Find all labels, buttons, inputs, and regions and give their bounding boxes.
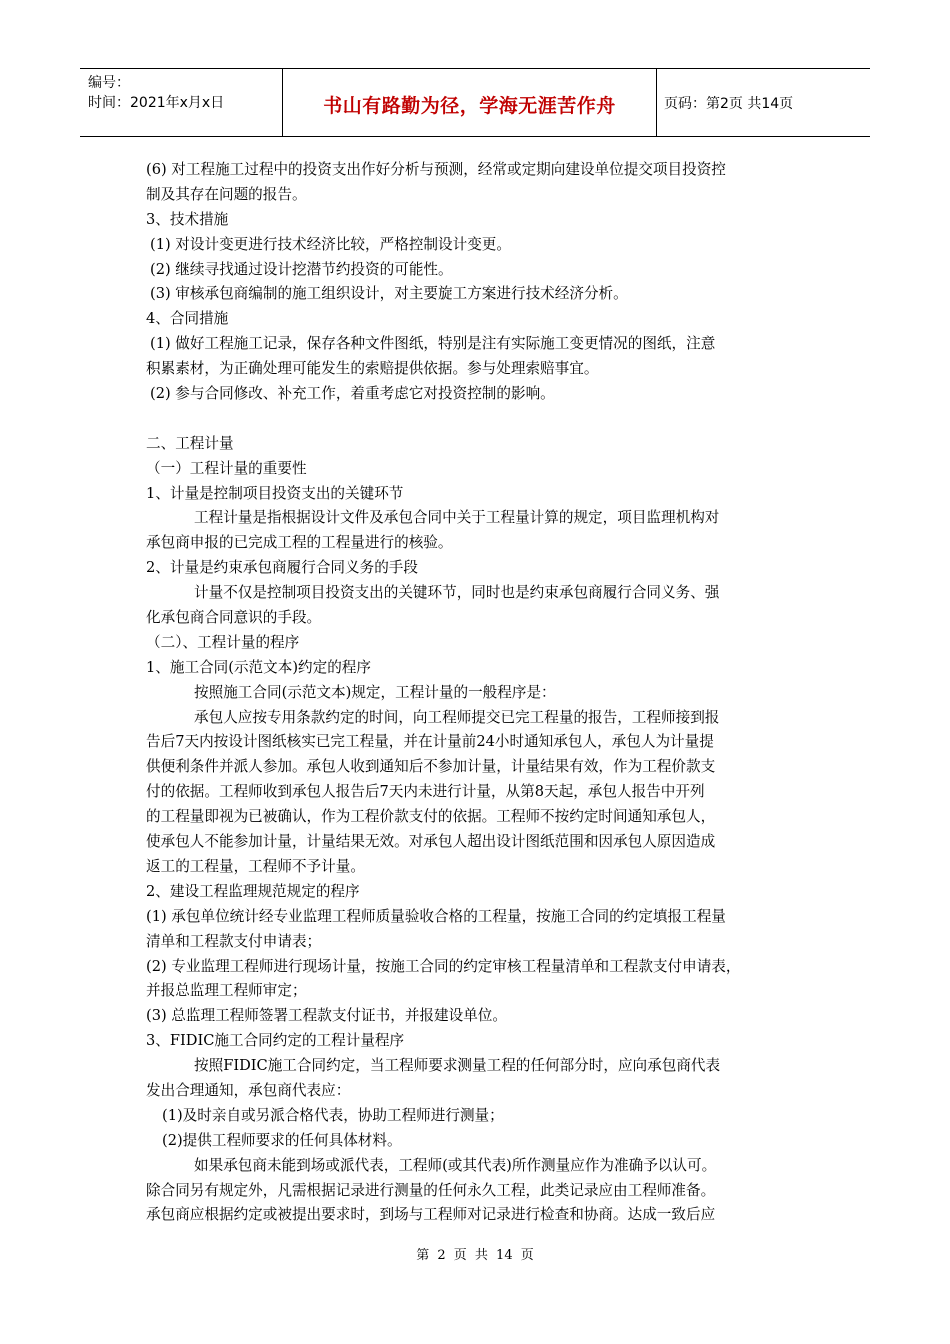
document-body xyxy=(146,158,810,1228)
blank-line xyxy=(146,407,810,432)
body-text-line: （一）工程计量的重要性 xyxy=(146,459,307,477)
body-text-line: 2、建设工程监理规范规定的程序 xyxy=(146,882,360,900)
body-text-line: (2) 继续寻找通过设计挖潜节约投资的可能性。 xyxy=(150,260,453,278)
body-text-line: 制及其存在问题的报告。 xyxy=(146,185,307,203)
body-text-line: 承包人应按专用条款约定的时间，向工程师提交已完工程量的报告，工程师接到报 xyxy=(194,708,720,726)
body-text-line: 承包商申报的已完成工程的工程量进行的核验。 xyxy=(146,534,453,552)
body-text-line: 工程计量是指根据设计文件及承包合同中关于工程量计算的规定，项目监理机构对 xyxy=(194,509,720,527)
body-text-line: 积累素材，为正确处理可能发生的索赔提供依据。参与处理索赔事宜。 xyxy=(146,360,599,378)
page-footer: 第 2 页 共 14 页 xyxy=(416,1248,534,1263)
body-text-line: 3、FIDIC施工合同约定的工程计量程序 xyxy=(146,1032,405,1050)
body-text-line: 按照FIDIC施工合同约定，当工程师要求测量工程的任何部分时，应向承包商代表 xyxy=(194,1057,721,1075)
header-meta xyxy=(88,73,224,113)
body-text-line: 除合同另有规定外，凡需根据记录进行测量的任何永久工程，此类记录应由工程师准备。 xyxy=(146,1181,716,1199)
body-text-line: 二、工程计量 xyxy=(146,434,234,452)
body-text-line: (1) 做好工程施工记录，保存各种文件图纸，特别是注有实际施工变更情况的图纸，注意 xyxy=(150,335,716,353)
body-text-line: 化承包商合同意识的手段。 xyxy=(146,609,322,627)
page-header xyxy=(80,68,870,137)
body-text-line: (3) 审核承包商编制的施工组织设计，对主要旋工方案进行技术经济分析。 xyxy=(150,285,628,303)
body-text-line: 如果承包商未能到场或派代表，工程师(或其代表)所作测量应作为准确予以认可。 xyxy=(194,1156,717,1174)
header-motto: 书山有路勤为径，学海无涯苦作舟 xyxy=(323,95,616,117)
document-time-label: 时间：2021年x月x日 xyxy=(88,95,225,111)
body-text-line: 3、技术措施 xyxy=(146,210,229,228)
body-text-line: 并报总监理工程师审定； xyxy=(146,982,307,1000)
body-text-line: 4、合同措施 xyxy=(146,310,229,328)
body-text-line: (2) 参与合同修改、补充工作，着重考虑它对投资控制的影响。 xyxy=(150,385,555,403)
body-text-line: 按照施工合同(示范文本)规定，工程计量的一般程序是： xyxy=(194,683,556,701)
body-text-line: 承包商应根据约定或被提出要求时，到场与工程师对记录进行检查和协商。达成一致后应 xyxy=(146,1206,716,1224)
body-text-line: (2) 专业监理工程师进行现场计量，按施工合同的约定审核工程量清单和工程款支付申请表， xyxy=(146,957,741,975)
body-text-line: (1) 对设计变更进行技术经济比较，严格控制设计变更。 xyxy=(150,235,511,253)
document-number-label: 编号： xyxy=(88,75,130,91)
body-text-line: (1)及时亲自或另派合格代表，协助工程师进行测量； xyxy=(162,1106,504,1124)
body-text-line: 清单和工程款支付申请表； xyxy=(146,932,322,950)
body-text-line: (2)提供工程师要求的任何具体材料。 xyxy=(162,1131,402,1149)
body-text-line: 使承包人不能参加计量，计量结果无效。对承包人超出设计图纸范围和因承包人原因造成 xyxy=(146,833,716,851)
body-text-line: 计量不仅是控制项目投资支出的关键环节，同时也是约束承包商履行合同义务、强 xyxy=(194,584,720,602)
body-text-line: 的工程量即视为已被确认，作为工程价款支付的依据。工程师不按约定时间通知承包人， xyxy=(146,808,716,826)
body-text-line: 1、施工合同(示范文本)约定的程序 xyxy=(146,658,371,676)
body-text-line: (3) 总监理工程师签署工程款支付证书，并报建设单位。 xyxy=(146,1007,507,1025)
body-text-line: (1) 承包单位统计经专业监理工程师质量验收合格的工程量，按施工合同的约定填报工程量 xyxy=(146,907,726,925)
body-text-line: 返工的工程量，工程师不予计量。 xyxy=(146,857,365,875)
body-text-line: 1、计量是控制项目投资支出的关键环节 xyxy=(146,484,404,502)
body-text-line: 付的依据。工程师收到承包人报告后7天内未进行计量，从第8天起，承包人报告中开列 xyxy=(146,783,705,801)
body-text-line: （二）、工程计量的程序 xyxy=(146,633,300,651)
header-page-info: 页码：第2页 共14页 xyxy=(664,96,794,112)
body-text-line: (6) 对工程施工过程中的投资支出作好分析与预测，经常或定期向建设单位提交项目投资控 xyxy=(146,161,726,178)
body-text-line: 发出合理通知，承包商代表应： xyxy=(146,1081,351,1099)
body-text-line: 2、计量是约束承包商履行合同义务的手段 xyxy=(146,559,418,577)
body-text-line: 告后7天内按设计图纸核实已完工程量，并在计量前24小时通知承包人，承包人为计量提 xyxy=(146,733,714,751)
body-text-line: 供便利条件并派人参加。承包人收到通知后不参加计量，计量结果有效，作为工程价款支 xyxy=(146,758,716,776)
